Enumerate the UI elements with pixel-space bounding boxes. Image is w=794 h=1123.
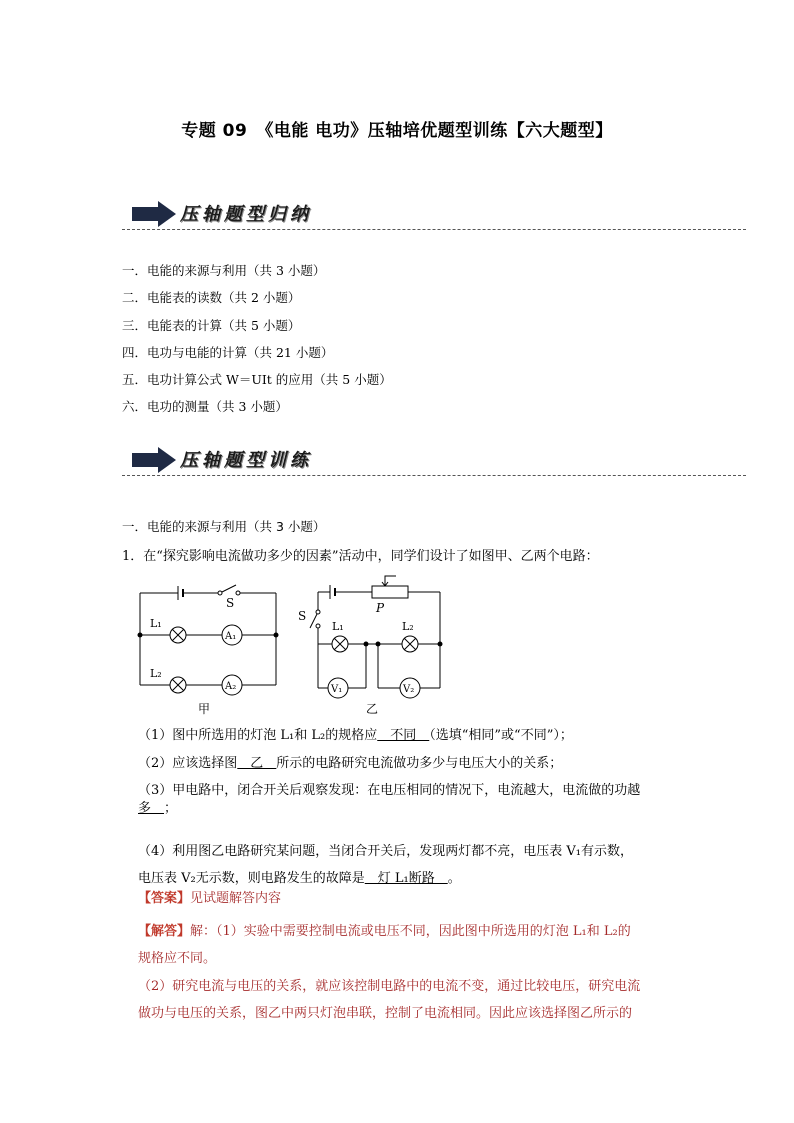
answer-blank: 灯 L₁断路	[364, 871, 448, 886]
ammeter-label: A₁	[225, 631, 237, 642]
voltmeter-label: V₂	[403, 684, 415, 695]
section-heading: 一．电能的来源与利用（共 3 小题）	[122, 519, 326, 534]
page-title: 专题 09 《电能 电功》压轴培优题型训练【六大题型】	[181, 121, 613, 141]
answer-tag: 【答案】	[138, 891, 191, 906]
answer-line: 【答案】见试题解答内容	[138, 891, 282, 906]
ammeter-label: A₂	[225, 681, 237, 692]
solution-part-1: 【解答】解：（1）实验中需要控制电流或电压不同，因此图中所选用的灯泡 L₁和 L₂的 规格应不同。	[138, 924, 631, 966]
dashed-divider	[122, 475, 746, 476]
topic-item: 五．电功计算公式 W＝UIt 的应用（共 5 小题）	[122, 372, 392, 388]
circuit-diagram-yi	[290, 570, 450, 720]
topic-list	[122, 262, 392, 426]
slider-label: P	[376, 601, 385, 615]
banner-title: 压轴题型归纳	[180, 204, 312, 225]
voltmeter-label: V₁	[331, 684, 343, 695]
lamp-label: L₁	[332, 620, 344, 633]
topic-item: 二．电能表的读数（共 2 小题）	[122, 290, 301, 306]
sub-question-1: （1）图中所选用的灯泡 L₁和 L₂的规格应 不同 （选填“相同”或“不同”）；	[138, 728, 573, 743]
switch-label: S	[298, 609, 307, 623]
section-banner-summary	[122, 196, 746, 236]
lamp-label: L₁	[150, 617, 162, 630]
solution-tag: 【解答】	[138, 924, 191, 939]
sub-question-3: （3）甲电路中，闭合开关后观察发现：在电压相同的情况下，电流越大，电流做的功越 多 ；	[138, 783, 641, 816]
topic-item: 六．电功的测量（共 3 小题）	[122, 399, 288, 415]
answer-blank: 多	[138, 801, 165, 816]
solution-part-2: （2）研究电流与电压的关系，就应该控制电路中的电流不变，通过比较电压，研究电流 做功与电压的关系，图乙中两只灯泡串联，控制了电流相同。因此应该选择图乙所示的	[138, 979, 641, 1021]
topic-item: 三．电能表的计算（共 5 小题）	[122, 317, 301, 333]
lamp-label: L₂	[402, 620, 414, 633]
lamp-label: L₂	[150, 667, 162, 680]
figure-caption: 甲	[198, 702, 211, 716]
sub-question-4: （4）利用图乙电路研究某问题，当闭合开关后，发现两灯都不亮，电压表 V₁有示数， 电压表 V₂无示数，则电路发生的故障是 灯 L₁断路 。	[138, 844, 634, 886]
sub-question-2: （2）应该选择图 乙 所示的电路研究电流做功多少与电压大小的关系；	[138, 756, 563, 771]
answer-blank: 乙	[237, 756, 277, 771]
arrow-icon	[132, 447, 176, 473]
question-stem: 1．在“探究影响电流做功多少的因素”活动中，同学们设计了如图甲、乙两个电路：	[122, 549, 599, 564]
answer-blank: 不同	[377, 728, 430, 743]
dashed-divider	[122, 229, 746, 230]
banner-title: 压轴题型训练	[180, 450, 312, 471]
topic-item: 一．电能的来源与利用（共 3 小题）	[122, 263, 326, 278]
figure-caption: 乙	[366, 702, 379, 716]
switch-label: S	[226, 596, 235, 610]
circuit-diagram-jia	[130, 575, 290, 720]
section-banner-training	[122, 442, 746, 482]
arrow-icon	[132, 201, 176, 227]
topic-item: 四．电功与电能的计算（共 21 小题）	[122, 344, 334, 360]
